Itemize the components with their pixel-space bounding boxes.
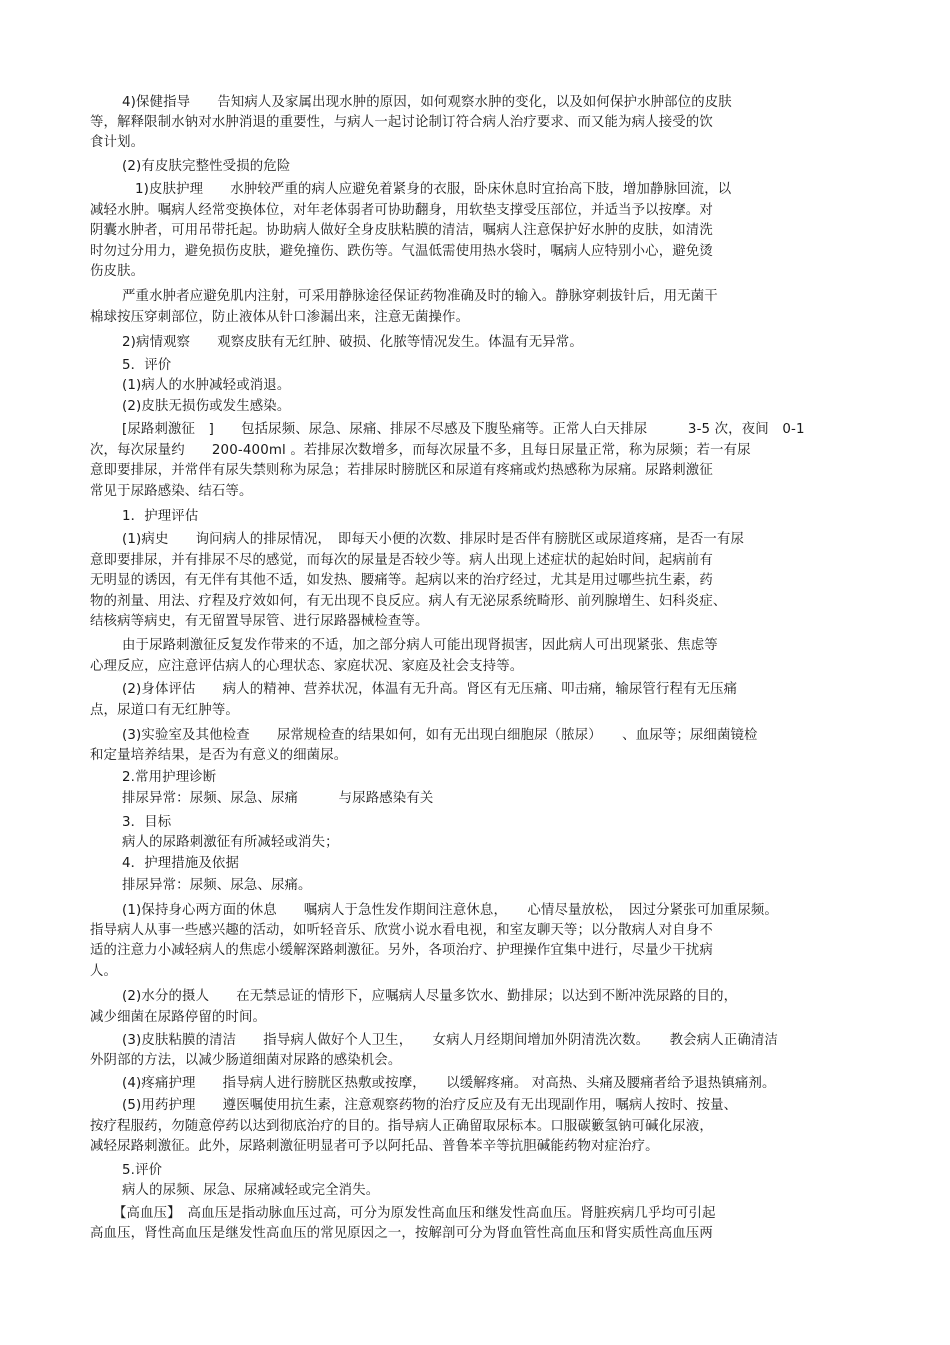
text-line: 常见于尿路感染、结石等。	[90, 484, 253, 499]
text-line: 3．目标	[122, 815, 172, 830]
text-line: 指导病人从事一些感兴趣的活动，如听轻音乐、欣赏小说水看电视，和室友聊天等；以分散病人对自身不	[90, 923, 713, 938]
text-line: (1)病史 询问病人的排尿情况， 即每天小便的次数、排尿时是否伴有膀胱区或尿道疼痛，是否一有尿	[122, 532, 745, 547]
text-line: 4)保健指导 告知病人及家属出现水肿的原因，如何观察水肿的变化，以及如何保护水肿部位的皮肤	[122, 95, 732, 110]
text-line: 排尿异常：尿频、尿急、尿痛。	[122, 878, 312, 893]
text-line: 病人的尿频、尿急、尿痛减轻或完全消失。	[122, 1183, 380, 1198]
text-line: 意即要排尿，并常伴有尿失禁则称为尿急；若排尿时膀胱区和尿道有疼痛或灼热感称为尿痛。尿路刺激征	[90, 463, 713, 478]
text-line: (3)实验室及其他检查 尿常规检查的结果如何，如有无出现白细胞尿（脓尿） 、血尿等；尿细菌镜检	[122, 728, 758, 743]
text-line: 1．护理评估	[122, 509, 199, 524]
text-line: 无明显的诱因，有无伴有其他不适，如发热、腰痛等。起病以来的治疗经过，尤其是用过哪些抗生素，药	[90, 573, 713, 588]
text-line: 次，每次尿量约 200-400ml 。若排尿次数增多，而每次尿量不多，且每日尿量正常，称为尿频；若一有尿	[90, 443, 751, 458]
text-line: 2.常用护理诊断	[122, 770, 217, 785]
text-line: 5．评价	[122, 358, 172, 373]
text-line: (5)用药护理 遵医嘱使用抗生素，注意观察药物的治疗反应及有无出现副作用，嘱病人按时、按量、	[122, 1098, 738, 1113]
text-line: (2)有皮肤完整性受损的危险	[122, 159, 291, 174]
text-line: 2)病情观察 观察皮肤有无红肿、破损、化脓等情况发生。体温有无异常。	[122, 335, 583, 350]
text-line: 由于尿路刺激征反复发作带来的不适，加之部分病人可能出现肾损害，因此病人可出现紧张、焦虑等	[122, 638, 718, 653]
text-line: (1)病人的水肿减轻或消退。	[122, 378, 291, 393]
text-line: 严重水肿者应避免肌内注射，可采用静脉途径保证药物准确及时的输入。静脉穿刺拔针后，用无菌干	[122, 289, 718, 304]
text-line: 结核病等病史，有无留置导尿管、进行尿路器械检查等。	[90, 614, 429, 629]
text-line: (2)皮肤无损伤或发生感染。	[122, 399, 291, 414]
text-line: 5.评价	[122, 1163, 163, 1178]
text-line: 减轻尿路刺激征。此外，尿路刺激征明显者可予以阿托品、普鲁苯辛等抗胆碱能药物对症治疗。	[90, 1139, 659, 1154]
text-line: 食计划。	[90, 135, 145, 150]
text-line: 按疗程服药，勿随意停药以达到彻底治疗的目的。指导病人正确留取尿标本。口服碳籔氢钠可碱化尿液，	[90, 1119, 713, 1134]
text-line: 阴囊水肿者，可用吊带托起。协助病人做好全身皮肤粘膜的清洁，嘱病人注意保护好水肿的皮肤，如清洗	[90, 223, 713, 238]
text-line: 时勿过分用力，避免损伤皮肤，避免撞伤、跌伤等。气温低需使用热水袋时，嘱病人应特别小心，避免烫	[90, 244, 713, 259]
text-line: 【高血压】 高血压是指动脉血压过高，可分为原发性高血压和继发性高血压。肾脏疾病几乎均可引起	[113, 1206, 716, 1221]
text-line: 等，解释限制水钠对水肿消退的重要性，与病人一起讨论制订符合病人治疗要求、而又能为病人接受的饮	[90, 115, 713, 130]
text-line: 1)皮肤护理 水肿较严重的病人应避免着紧身的衣服，卧床休息时宜抬高下肢，增加静脉回流，以	[135, 182, 732, 197]
text-line: 心理反应，应注意评估病人的心理状态、家庭状况、家庭及社会支持等。	[90, 659, 524, 674]
text-line: 病人的尿路刺激征有所减轻或消失；	[122, 835, 339, 850]
text-line: 4．护理措施及依据	[122, 856, 239, 871]
text-line: 意即要排尿，并有排尿不尽的感觉，而每次的尿量是否较少等。病人出现上述症状的起始时间，起病前有	[90, 553, 713, 568]
text-line: (3)皮肤粘膜的清洁 指导病人做好个人卫生， 女病人月经期间增加外阴清洗次数。 教会病人正确清洁	[122, 1033, 778, 1048]
text-line: [尿路刺激征 ] 包括尿频、尿急、尿痛、排尿不尽感及下腹坠痛等。正常人白天排尿 3-5 次，夜间 0-1	[122, 422, 805, 437]
text-line: 排尿异常：尿频、尿急、尿痛 与尿路感染有关	[122, 791, 434, 806]
text-line: 适的注意力小减轻病人的焦虑小缓解深路刺激征。另外，各项治疗、护理操作宜集中进行，尽量少干扰病	[90, 943, 713, 958]
text-line: (2)水分的摄人 在无禁忌证的情形下，应嘱病人尽量多饮水、勤排尿；以达到不断冲洗尿路的目的，	[122, 989, 738, 1004]
text-line: 人。	[90, 964, 118, 979]
text-line: 棉球按压穿刺部位，防止液体从针口渗漏出来，注意无菌操作。	[90, 310, 470, 325]
text-line: 伤皮肤。	[90, 264, 145, 279]
text-line: 减少细菌在尿路停留的时间。	[90, 1010, 267, 1025]
text-line: 高血压，肾性高血压是继发性高血压的常见原因之一，按解剖可分为肾血管性高血压和肾实质性高血压两	[90, 1226, 713, 1241]
text-line: 外阴部的方法，以减少肠道细菌对尿路的感染机会。	[90, 1053, 402, 1068]
text-line: 点，尿道口有无红肿等。	[90, 703, 239, 718]
text-line: (1)保持身心两方面的休息 嘱病人于急性发作期间注意休息， 心情尽量放松， 因过分紧张可加重尿频。	[122, 903, 778, 918]
text-line: (4)疼痛护理 指导病人进行膀胱区热敷或按摩， 以缓解疼痛。 对高热、头痛及腰痛者给予退热镇痛剂。	[122, 1076, 776, 1091]
text-line: 物的剂量、用法、疗程及疗效如何，有无出现不良反应。病人有无泌尿系统畸形、前列腺增生、妇科炎症、	[90, 594, 727, 609]
text-line: 和定量培养结果，是否为有意义的细菌尿。	[90, 748, 348, 763]
text-line: (2)身体评估 病人的精神、营养状况，体温有无升高。肾区有无压痛、叩击痛，输尿管行程有无压痛	[122, 682, 738, 697]
text-line: 减轻水肿。嘱病人经常变换体位，对年老体弱者可协助翻身，用软垫支撑受压部位，并适当予以按摩。对	[90, 203, 713, 218]
